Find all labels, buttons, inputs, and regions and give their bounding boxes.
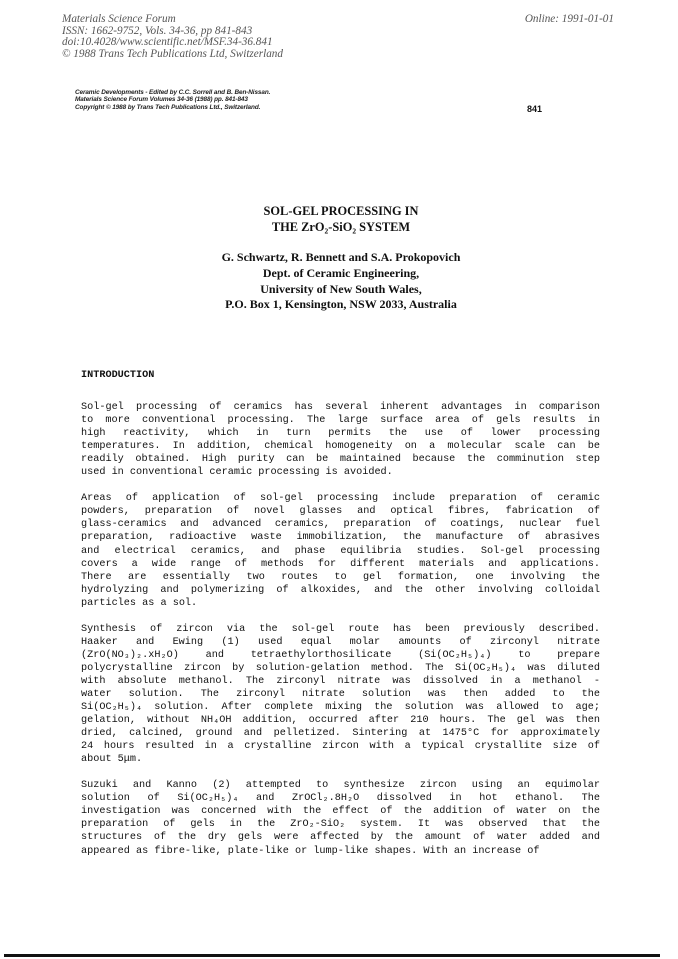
paragraph-line: There are essentially two routes to gel formation, one involving the [81, 571, 600, 583]
paragraph-line: (ZrO(NO₃)₂.xH₂O) and tetraethylorthosilicate (Si(OC₂H₅)₄) to prepare [81, 649, 600, 661]
paragraph-list [81, 401, 600, 858]
journal-name: Materials Science Forum [62, 13, 176, 25]
paragraph-line: particles as a sol. [81, 597, 198, 609]
paragraph-line: preparation of gels in the ZrO₂-SiO₂ system. It was observed that the [81, 819, 600, 831]
paragraph-line: water solution. The zirconyl nitrate solution was then added to the [81, 688, 600, 700]
issn-line: ISSN: 1662-9752, Vols. 34-36, pp 841-843 [62, 24, 253, 37]
paragraph-line: glass-ceramics and advanced ceramics, preparation of coatings, nuclear fuel [81, 519, 600, 531]
affiliation-department: Dept. of Ceramic Engineering, [262, 265, 420, 280]
paragraph-line: polycrystalline zircon by solution-gelation method. The Si(OC₂H₅)₄ was diluted [81, 662, 600, 674]
paragraph-line: readily obtained. High purity can be maintained because the comminution step [81, 454, 600, 466]
bottom-rule [4, 954, 660, 957]
paragraph-line: appeared as fibre-like, plate-like or lump-like shapes. With an increase of [81, 845, 540, 857]
author-affiliation-block [0, 250, 678, 313]
paragraph-line: Suzuki and Kanno (2) attempted to synthesize zircon using an equimolar [81, 780, 600, 792]
doi-line: doi:10.4028/www.scientific.net/MSF.34-36.841 [62, 36, 273, 49]
paragraph-line: solution of Si(OC₂H₅)₄ and ZrOCl₂.8H₂O dissolved in hot ethanol. The [81, 793, 600, 805]
citation-line-2: Materials Science Forum Volumes 34-36 (1988) pp. 841-843 [75, 96, 248, 104]
paragraph-line: hydrolyzing and polymerizing of alkoxides, and the other involving colloidal [81, 584, 600, 596]
body-paragraph [81, 779, 600, 857]
paper-title [0, 204, 678, 235]
paragraph-line: Areas of application of sol-gel processing include preparation of ceramic [81, 493, 600, 505]
copyright-line: © 1988 Trans Tech Publications Ltd, Switzerland [62, 47, 283, 60]
title-line-1: SOL-GEL PROCESSING IN [263, 204, 419, 218]
publication-metadata-header [62, 14, 618, 60]
paragraph-line: dried, calcined, ground and pelletized. Sintering at 1475°C for approximately [81, 728, 600, 740]
citation-line-1: Ceramic Developments - Edited by C.C. Sorrell and B. Ben-Nissan. [75, 89, 271, 96]
body-paragraph [81, 492, 600, 609]
citation-block [75, 89, 270, 111]
paragraph-line: high reactivity, which in turn permits the use of lower processing [81, 428, 600, 440]
paragraph-line: Sol-gel processing of ceramics has several inherent advantages in comparison [81, 402, 600, 414]
paragraph-line: Haaker and Ewing (1) used equal molar amounts of zirconyl nitrate [81, 636, 600, 648]
paragraph-line: gelation, without NH₄OH addition, occurred after 210 hours. The gel was then [81, 715, 600, 727]
affiliation-university: University of New South Wales, [260, 281, 422, 296]
paragraph-line: Si(OC₂H₅)₄ solution. After complete mixing the solution was allowed to age; [81, 702, 600, 714]
paragraph-line: used in conventional ceramic processing is avoided. [81, 467, 393, 479]
online-date: Online: 1991-01-01 [524, 13, 614, 25]
citation-line-3: Copyright © 1988 by Trans Tech Publications Ltd., Switzerland. [75, 103, 261, 111]
paragraph-line: powders, preparation of novel glasses and optical fibres, fabrication of [81, 506, 600, 518]
author-names: G. Schwartz, R. Bennett and S.A. Prokopovich [221, 250, 461, 264]
paragraph-line: Synthesis of zircon via the sol-gel route has been previously described. [81, 623, 600, 635]
page-number: 841 [527, 104, 543, 114]
paragraph-line: preparation, radioactive waste immobilization, the manufacture of abrasives [81, 532, 600, 544]
paragraph-line: structures of the dry gels were affected by the amount of water added and [81, 832, 600, 844]
paragraph-line: temperatures. In addition, chemical homogeneity on a molecular scale can be [81, 441, 600, 453]
paragraph-line: to more conventional processing. The large surface area of gels results in [81, 415, 600, 427]
paragraph-line: investigation was concerned with the effect of the addition of water on the [81, 806, 600, 818]
body-paragraph [81, 623, 600, 767]
body-paragraph [81, 401, 600, 479]
paragraph-line: covers a wide range of methods for different materials and applications. [81, 558, 600, 570]
paragraph-line: and electrical ceramics, and phase equilibria studies. Sol-gel processing [81, 545, 600, 557]
section-heading-introduction: INTRODUCTION [81, 370, 155, 381]
affiliation-address: P.O. Box 1, Kensington, NSW 2033, Australia [225, 297, 457, 312]
paragraph-line: with absolute methanol. The zirconyl nitrate was dissolved in a methanol - [81, 675, 600, 687]
article-body [81, 369, 600, 871]
title-line-2: THE ZrO₂-SiO₂ SYSTEM [271, 219, 411, 234]
paragraph-line: about 5μm. [81, 754, 143, 766]
paragraph-line: 24 hours resulted in a crystalline zircon with a typical crystallite size of [81, 741, 600, 753]
